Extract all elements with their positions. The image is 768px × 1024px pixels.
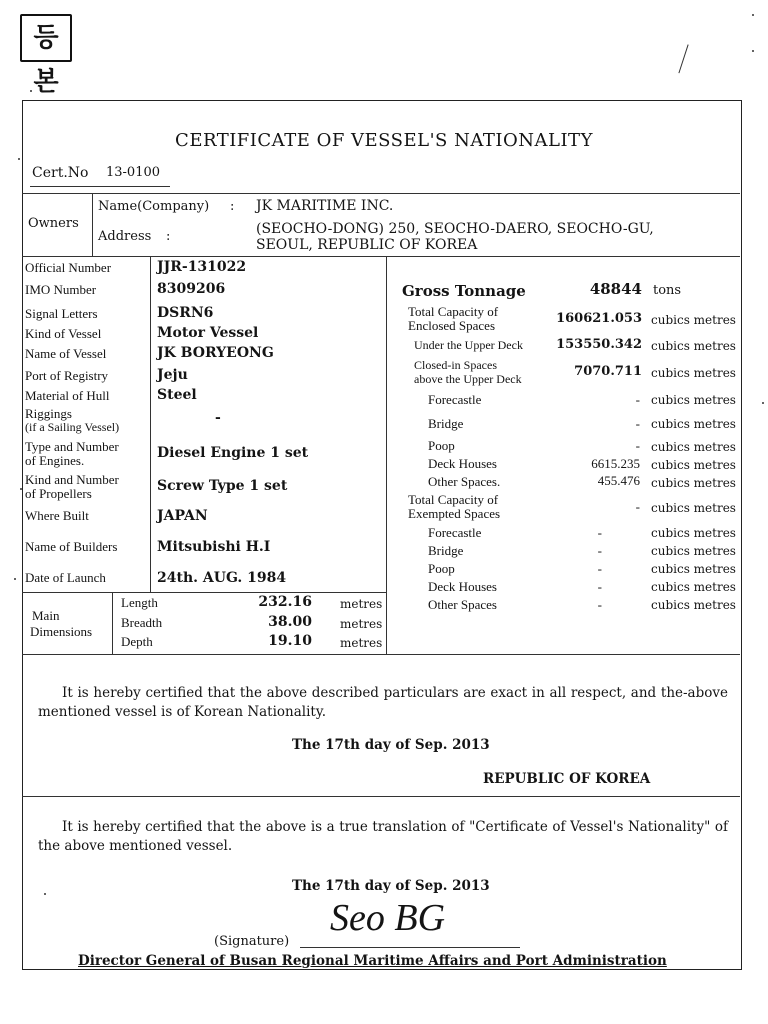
gross-tonnage-value: 48844 bbox=[589, 280, 642, 298]
exempted-other-spaces-value: - bbox=[597, 597, 602, 612]
kind-of-vessel-value: Motor Vessel bbox=[157, 325, 259, 341]
breadth-unit: metres bbox=[340, 617, 383, 631]
cert-no-value: 13-0100 bbox=[106, 165, 161, 180]
rule-below-header bbox=[22, 193, 740, 194]
propellers-label: Kind and Number bbox=[25, 472, 119, 487]
scan-speck bbox=[752, 14, 754, 16]
material-of-hull-label: Material of Hull bbox=[25, 388, 110, 403]
exempted-deck-houses-value: - bbox=[597, 579, 602, 594]
exempted-poop-label: Poop bbox=[428, 561, 455, 576]
enclosed-other-spaces-value: 455.476 bbox=[597, 473, 640, 488]
scan-speck bbox=[14, 578, 16, 580]
exempted-poop-unit: cubics metres bbox=[651, 562, 736, 576]
breadth-value: 38.00 bbox=[268, 614, 312, 630]
total-exempted-sublabel: Exempted Spaces bbox=[408, 506, 501, 521]
pen-mark bbox=[678, 44, 689, 73]
exempted-deck-houses-label: Deck Houses bbox=[428, 579, 497, 594]
cert-no-label: Cert.No bbox=[32, 165, 89, 181]
total-enclosed-label: Total Capacity of bbox=[408, 304, 499, 319]
under-upper-deck-value: 153550.342 bbox=[556, 337, 642, 352]
enclosed-deck-houses-label: Deck Houses bbox=[428, 456, 497, 471]
exempted-poop-value: - bbox=[597, 561, 602, 576]
copy-stamp: 등본 bbox=[20, 14, 72, 62]
enclosed-other-spaces-unit: cubics metres bbox=[651, 476, 736, 490]
enclosed-forecastle-label: Forecastle bbox=[428, 392, 482, 407]
owners-label: Owners bbox=[28, 216, 79, 231]
exempted-forecastle-label: Forecastle bbox=[428, 525, 482, 540]
riggings-value: - bbox=[215, 410, 221, 426]
dimensions-sublabel: Dimensions bbox=[30, 624, 93, 639]
scan-speck bbox=[30, 90, 32, 92]
scan-speck bbox=[762, 402, 764, 404]
owners-divider bbox=[92, 193, 93, 256]
enclosed-deck-houses-value: 6615.235 bbox=[591, 456, 640, 471]
official-number-label: Official Number bbox=[25, 260, 112, 275]
closed-in-unit: cubics metres bbox=[651, 366, 736, 380]
total-exempted-label: Total Capacity of bbox=[408, 492, 499, 507]
certification-issuer: REPUBLIC OF KOREA bbox=[483, 771, 651, 787]
owner-name-label: Name(Company) bbox=[98, 199, 210, 214]
owner-name-colon: : bbox=[230, 199, 235, 214]
owner-name-value: JK MARITIME INC. bbox=[256, 198, 394, 214]
length-unit: metres bbox=[340, 597, 383, 611]
gross-tonnage-unit: tons bbox=[653, 283, 682, 298]
owner-address-colon: : bbox=[166, 229, 171, 244]
enclosed-deck-houses-unit: cubics metres bbox=[651, 458, 736, 472]
signature-label: (Signature) bbox=[214, 934, 290, 949]
depth-label: Depth bbox=[121, 634, 153, 649]
engines-sublabel: of Engines. bbox=[25, 453, 85, 468]
scan-speck bbox=[20, 488, 22, 490]
material-of-hull-value: Steel bbox=[157, 387, 197, 403]
closed-in-label: Closed-in Spaces bbox=[414, 358, 497, 372]
enclosed-bridge-unit: cubics metres bbox=[651, 417, 736, 431]
enclosed-other-spaces-label: Other Spaces. bbox=[428, 474, 501, 489]
riggings-sublabel: (if a Sailing Vessel) bbox=[25, 420, 120, 434]
riggings-label: Riggings bbox=[25, 406, 72, 421]
rule-below-particulars bbox=[22, 654, 740, 655]
total-enclosed-unit: cubics metres bbox=[651, 313, 736, 327]
enclosed-forecastle-value: - bbox=[635, 392, 640, 407]
exempted-forecastle-value: - bbox=[597, 525, 602, 540]
enclosed-forecastle-unit: cubics metres bbox=[651, 393, 736, 407]
depth-unit: metres bbox=[340, 636, 383, 650]
date-of-launch-label: Date of Launch bbox=[25, 570, 106, 585]
name-of-vessel-value: JK BORYEONG bbox=[157, 345, 274, 361]
propellers-value: Screw Type 1 set bbox=[157, 478, 288, 494]
exempted-bridge-value: - bbox=[597, 543, 602, 558]
total-exempted-value: - bbox=[635, 499, 640, 514]
dimensions-divider bbox=[112, 592, 113, 654]
closed-in-value: 7070.711 bbox=[574, 364, 642, 379]
rule-below-certification bbox=[22, 796, 740, 797]
depth-value: 19.10 bbox=[268, 633, 312, 649]
under-upper-deck-label: Under the Upper Deck bbox=[414, 338, 523, 352]
rule-above-dimensions bbox=[22, 592, 386, 593]
enclosed-poop-label: Poop bbox=[428, 438, 455, 453]
cert-no-underline bbox=[30, 186, 170, 187]
enclosed-poop-value: - bbox=[635, 438, 640, 453]
where-built-label: Where Built bbox=[25, 508, 89, 523]
date-of-launch-value: 24th. AUG. 1984 bbox=[157, 570, 287, 586]
exempted-forecastle-unit: cubics metres bbox=[651, 526, 736, 540]
certification-date: The 17th day of Sep. 2013 bbox=[292, 737, 490, 753]
length-label: Length bbox=[121, 595, 158, 610]
owner-address-line1: (SEOCHO-DONG) 250, SEOCHO-DAERO, SEOCHO-GU, bbox=[256, 221, 654, 237]
translation-text: It is hereby certified that the above is a true translation of "Certificate of Vessel's Nationality" of the above mentioned vessel. bbox=[38, 819, 728, 854]
rule-below-owners bbox=[22, 256, 740, 257]
certificate-title: CERTIFICATE OF VESSEL'S NATIONALITY bbox=[175, 130, 593, 151]
builders-label: Name of Builders bbox=[25, 539, 118, 554]
enclosed-bridge-value: - bbox=[635, 416, 640, 431]
particulars-divider bbox=[150, 256, 151, 592]
signal-letters-value: DSRN6 bbox=[157, 305, 214, 321]
owner-address-line2: SEOUL, REPUBLIC OF KOREA bbox=[256, 237, 478, 253]
port-of-registry-label: Port of Registry bbox=[25, 368, 109, 383]
scan-speck bbox=[44, 893, 46, 895]
propellers-sublabel: of Propellers bbox=[25, 486, 92, 501]
engines-value: Diesel Engine 1 set bbox=[157, 445, 309, 461]
enclosed-poop-unit: cubics metres bbox=[651, 440, 736, 454]
owner-address-label: Address bbox=[98, 229, 152, 244]
exempted-bridge-label: Bridge bbox=[428, 543, 464, 558]
exempted-bridge-unit: cubics metres bbox=[651, 544, 736, 558]
under-upper-deck-unit: cubics metres bbox=[651, 339, 736, 353]
where-built-value: JAPAN bbox=[157, 508, 208, 524]
center-divider bbox=[386, 256, 387, 654]
dimensions-label: Main bbox=[32, 608, 60, 623]
official-number-value: JJR-131022 bbox=[157, 259, 247, 275]
engines-label: Type and Number bbox=[25, 439, 119, 454]
translation-date: The 17th day of Sep. 2013 bbox=[292, 878, 490, 894]
breadth-label: Breadth bbox=[121, 615, 163, 630]
scan-speck bbox=[18, 158, 20, 160]
name-of-vessel-label: Name of Vessel bbox=[25, 346, 107, 361]
scan-speck bbox=[752, 50, 754, 52]
exempted-deck-houses-unit: cubics metres bbox=[651, 580, 736, 594]
certification-text: It is hereby certified that the above described particulars are exact in all respect, and the-above mentioned vessel is of Korean Nationality. bbox=[38, 685, 728, 720]
port-of-registry-value: Jeju bbox=[157, 367, 188, 383]
builders-value: Mitsubishi H.I bbox=[157, 539, 271, 555]
enclosed-bridge-label: Bridge bbox=[428, 416, 464, 431]
gross-tonnage-label: Gross Tonnage bbox=[402, 282, 526, 300]
exempted-other-spaces-label: Other Spaces bbox=[428, 597, 497, 612]
signal-letters-label: Signal Letters bbox=[25, 306, 98, 321]
length-value: 232.16 bbox=[258, 594, 312, 610]
total-exempted-unit: cubics metres bbox=[651, 501, 736, 515]
signature-line bbox=[300, 947, 520, 948]
signature-scrawl: Seo BG bbox=[330, 897, 446, 939]
closed-in-sublabel: above the Upper Deck bbox=[414, 372, 522, 386]
imo-number-label: IMO Number bbox=[25, 282, 97, 297]
total-enclosed-sublabel: Enclosed Spaces bbox=[408, 318, 496, 333]
total-enclosed-value: 160621.053 bbox=[556, 311, 642, 326]
imo-number-value: 8309206 bbox=[157, 281, 226, 297]
exempted-other-spaces-unit: cubics metres bbox=[651, 598, 736, 612]
kind-of-vessel-label: Kind of Vessel bbox=[25, 326, 102, 341]
issuing-authority: Director General of Busan Regional Maritime Affairs and Port Administration bbox=[78, 953, 667, 969]
